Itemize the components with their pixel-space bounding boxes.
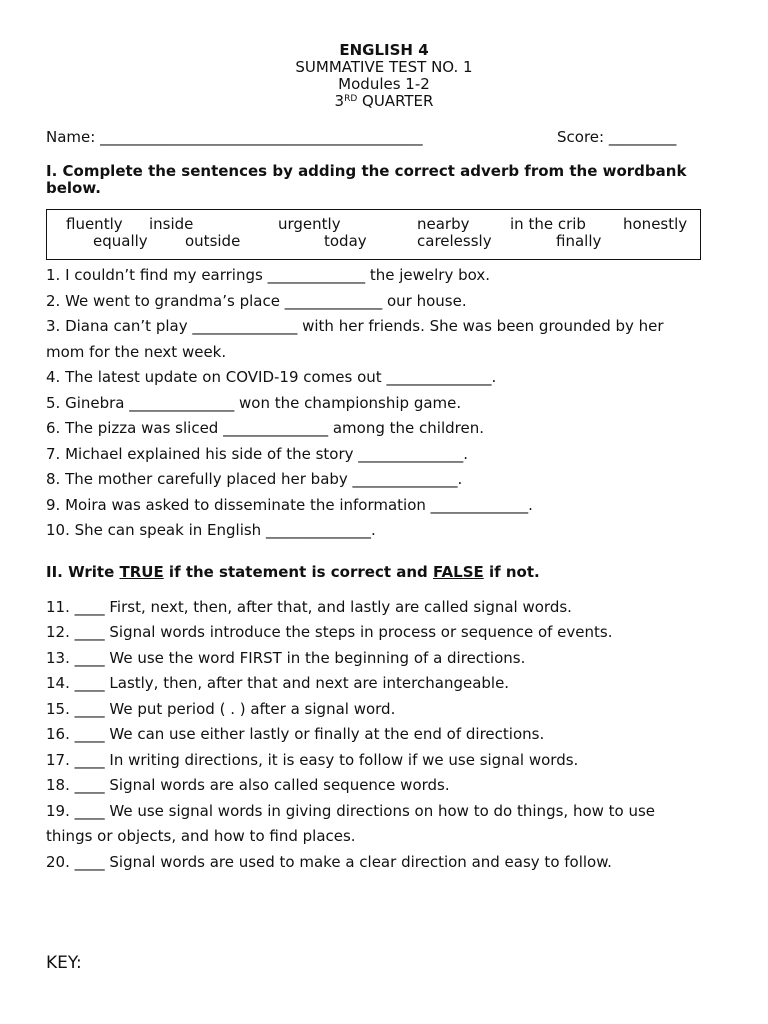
question-17[interactable]: 17. ____ In writing directions, it is easy to follow if we use signal words. xyxy=(46,751,579,769)
subject-title: ENGLISH 4 xyxy=(339,41,429,59)
modules-line: Modules 1-2 xyxy=(338,75,430,93)
false-word: FALSE xyxy=(433,563,484,581)
question-8[interactable]: 8. The mother carefully placed her baby ______________. xyxy=(46,470,463,488)
question-3[interactable]: 3. Diana can’t play ______________ with her friends. She was been grounded by her xyxy=(46,317,664,335)
quarter-number: 3 xyxy=(334,92,345,110)
question-5[interactable]: 5. Ginebra ______________ won the championship game. xyxy=(46,394,462,412)
test-title: SUMMATIVE TEST NO. 1 xyxy=(295,58,473,76)
wordbank-word: today xyxy=(324,232,367,250)
question-11[interactable]: 11. ____ First, next, then, after that, and lastly are called signal words. xyxy=(46,598,572,616)
question-4[interactable]: 4. The latest update on COVID-19 comes out ______________. xyxy=(46,368,497,386)
wordbank-word: equally xyxy=(93,232,148,250)
wordbank-word: outside xyxy=(185,232,241,250)
section1-instruction: I. Complete the sentences by adding the correct adverb from the wordbank below. xyxy=(46,162,687,197)
name-field[interactable] xyxy=(46,128,423,146)
question-6[interactable]: 6. The pizza was sliced ______________ among the children. xyxy=(46,419,484,437)
question-14[interactable]: 14. ____ Lastly, then, after that and next are interchangeable. xyxy=(46,674,510,692)
wordbank-word: honestly xyxy=(623,215,688,233)
wordbank-word: fluently xyxy=(66,215,123,233)
question-9[interactable]: 9. Moira was asked to disseminate the information _____________. xyxy=(46,496,533,514)
wordbank-word: nearby xyxy=(417,215,470,233)
wordbank-word: inside xyxy=(149,215,194,233)
question-16[interactable]: 16. ____ We can use either lastly or finally at the end of directions. xyxy=(46,725,545,743)
question-1[interactable]: 1. I couldn’t find my earrings _____________ the jewelry box. xyxy=(46,266,490,284)
question-7[interactable]: 7. Michael explained his side of the story ______________. xyxy=(46,445,469,463)
answer-key-label: KEY: xyxy=(46,953,82,973)
quarter-label: QUARTER xyxy=(357,92,434,110)
wordbank-word: carelessly xyxy=(417,232,492,250)
question-19[interactable]: 19. ____ We use signal words in giving directions on how to do things, how to use xyxy=(46,802,656,820)
question-19-continued: things or objects, and how to find places. xyxy=(46,827,356,845)
score-label: Score: xyxy=(557,128,605,146)
quarter-suffix: RD xyxy=(344,94,358,104)
name-label: Name: xyxy=(46,128,96,146)
question-18[interactable]: 18. ____ Signal words are also called sequence words. xyxy=(46,776,450,794)
question-20[interactable]: 20. ____ Signal words are used to make a clear direction and easy to follow. xyxy=(46,853,612,871)
question-13[interactable]: 13. ____ We use the word FIRST in the beginning of a directions. xyxy=(46,649,526,667)
true-word: TRUE xyxy=(119,563,164,581)
question-12[interactable]: 12. ____ Signal words introduce the steps in process or sequence of events. xyxy=(46,623,613,641)
wordbank-word: in the crib xyxy=(510,215,586,233)
question-2[interactable]: 2. We went to grandma’s place _____________ our house. xyxy=(46,292,467,310)
section2-instruction-pre: II. Write xyxy=(46,563,120,581)
section2-instruction-post: if not. xyxy=(483,563,540,581)
wordbank-word: urgently xyxy=(278,215,341,233)
test-header xyxy=(0,42,768,110)
wordbank-word: finally xyxy=(556,232,602,250)
quarter-line xyxy=(0,93,768,110)
question-3-continued: mom for the next week. xyxy=(46,343,227,361)
section2-instruction xyxy=(46,564,726,581)
wordbank-box xyxy=(46,209,701,260)
name-blank[interactable]: ___________________________________________ xyxy=(100,128,423,146)
score-field[interactable] xyxy=(557,128,676,146)
question-15[interactable]: 15. ____ We put period ( . ) after a signal word. xyxy=(46,700,396,718)
score-blank[interactable]: _________ xyxy=(608,128,677,146)
section2-instruction-mid: if the statement is correct and xyxy=(163,563,433,581)
question-10[interactable]: 10. She can speak in English ______________. xyxy=(46,521,376,539)
